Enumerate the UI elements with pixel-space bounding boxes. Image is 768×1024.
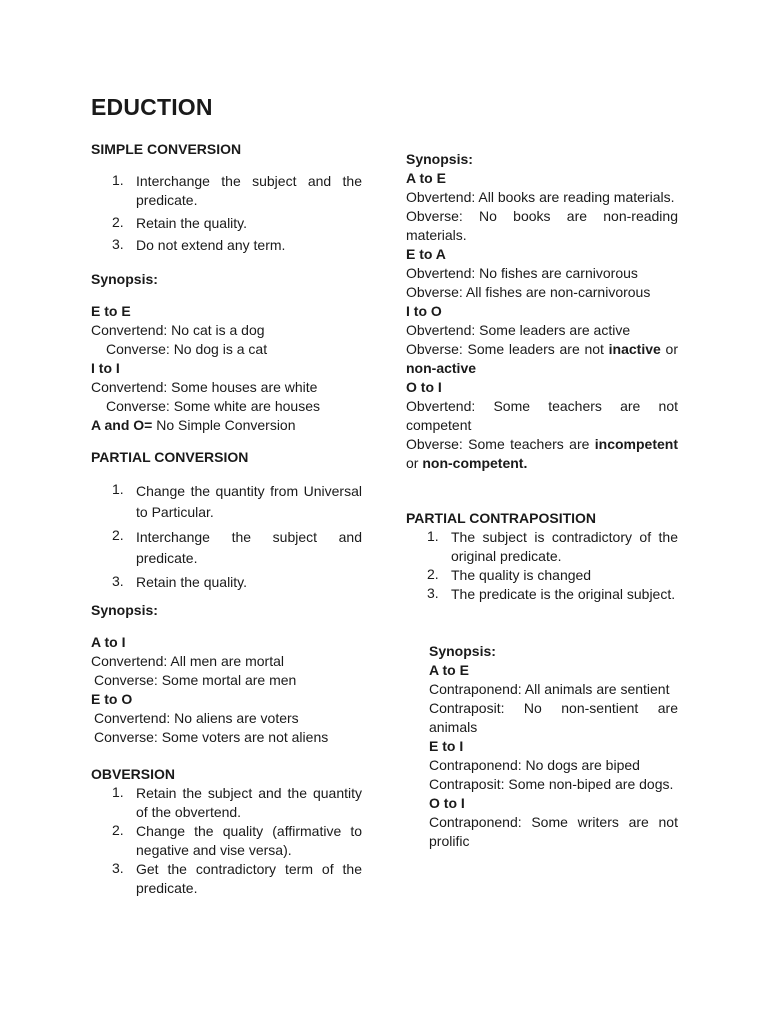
list-item: 2. Retain the quality. — [112, 214, 248, 231]
synopsis-label: Synopsis: — [406, 151, 473, 167]
synopsis-label: Synopsis: — [91, 271, 158, 287]
obvertend-text: Obvertend: All books are reading materials. — [406, 189, 675, 205]
converse-text: Converse: Some white are houses — [106, 398, 320, 414]
list-item: 1. Retain the subject and the quantity of the obvertend. — [112, 784, 362, 820]
section-heading-partial-conversion: PARTIAL CONVERSION — [91, 449, 249, 465]
example-label: E to E — [91, 303, 131, 319]
example-label: O to I — [406, 379, 442, 395]
list-item: 1. Change the quantity from Universal to Particular. — [112, 481, 362, 520]
synopsis-label: Synopsis: — [91, 602, 158, 618]
contraponend-text: Contraponend: No dogs are biped — [429, 757, 640, 773]
obversion-synopsis — [406, 150, 678, 473]
example-label: E to A — [406, 246, 446, 262]
list-item: 2. Change the quality (affirmative to negative and vise versa). — [112, 822, 362, 858]
list-item: 2. Interchange the subject and predicate. — [112, 527, 362, 566]
page-title: EDUCTION — [91, 94, 213, 120]
convertend-text: Convertend: Some houses are white — [91, 379, 318, 395]
obvertend-text: Obvertend: No fishes are carnivorous — [406, 265, 638, 281]
list-item: 3. Do not extend any term. — [112, 236, 286, 253]
list-item: 3. Get the contradictory term of the predicate. — [112, 860, 362, 896]
converse-text: Converse: No dog is a cat — [106, 341, 268, 357]
partial-conversion-rules — [91, 481, 362, 592]
section-heading-partial-contraposition: PARTIAL CONTRAPOSITION — [406, 510, 597, 526]
converse-text: Converse: Some voters are not aliens — [94, 729, 329, 745]
contraponend-text: Contraponend: All animals are sentient — [429, 681, 670, 697]
partial-conversion-synopsis — [91, 633, 328, 747]
convertend-text: Convertend: No cat is a dog — [91, 322, 265, 338]
synopsis-label: Synopsis: — [429, 643, 496, 659]
contraposit-text: Contraposit: Some non-biped are dogs. — [429, 776, 674, 792]
converse-text: Converse: Some mortal are men — [94, 672, 297, 688]
example-label: O to I — [429, 795, 465, 811]
obvertend-text: Obvertend: Some leaders are active — [406, 322, 631, 338]
obvertend-text: Obvertend: Some teachers are not competent — [406, 398, 678, 433]
simple-conversion-rules — [91, 172, 362, 255]
obverse-text: Obverse: Some teachers are incompetent or non-competent. — [406, 436, 678, 471]
example-label: A to E — [429, 662, 469, 678]
list-item: 1. The subject is contradictory of the original predicate. — [427, 528, 678, 564]
example-label: E to O — [91, 691, 133, 707]
list-item: 3. Retain the quality. — [112, 573, 248, 590]
example-label: A to I — [91, 634, 126, 650]
obverse-text: Obverse: No books are non-reading materials. — [406, 208, 678, 243]
convertend-text: Convertend: All men are mortal — [91, 653, 284, 669]
simple-conversion-synopsis — [91, 302, 320, 435]
convertend-text: Convertend: No aliens are voters — [94, 710, 299, 726]
contraponend-text: Contraponend: Some writers are not prolific — [429, 814, 678, 849]
example-label: I to O — [406, 303, 442, 319]
no-simple-conversion-note: A and O= No Simple Conversion — [91, 417, 296, 433]
list-item: 2. The quality is changed — [427, 566, 592, 583]
example-label: I to I — [91, 360, 120, 376]
obverse-text: Obverse: Some leaders are not inactive or non-active — [406, 341, 678, 376]
obverse-text: Obverse: All fishes are non-carnivorous — [406, 284, 651, 300]
contraposit-text: Contraposit: No non-sentient are animals — [429, 700, 678, 735]
section-heading-simple-conversion: SIMPLE CONVERSION — [91, 141, 242, 157]
section-heading-obversion: OBVERSION — [91, 766, 176, 782]
partial-contraposition-rules — [406, 528, 678, 604]
list-item: 3. The predicate is the original subject. — [427, 585, 676, 602]
list-item: 1. Interchange the subject and the predicate. — [112, 172, 362, 208]
partial-contraposition-synopsis — [429, 642, 678, 851]
example-label: A to E — [406, 170, 446, 186]
obversion-rules — [91, 784, 362, 898]
example-label: E to I — [429, 738, 464, 754]
